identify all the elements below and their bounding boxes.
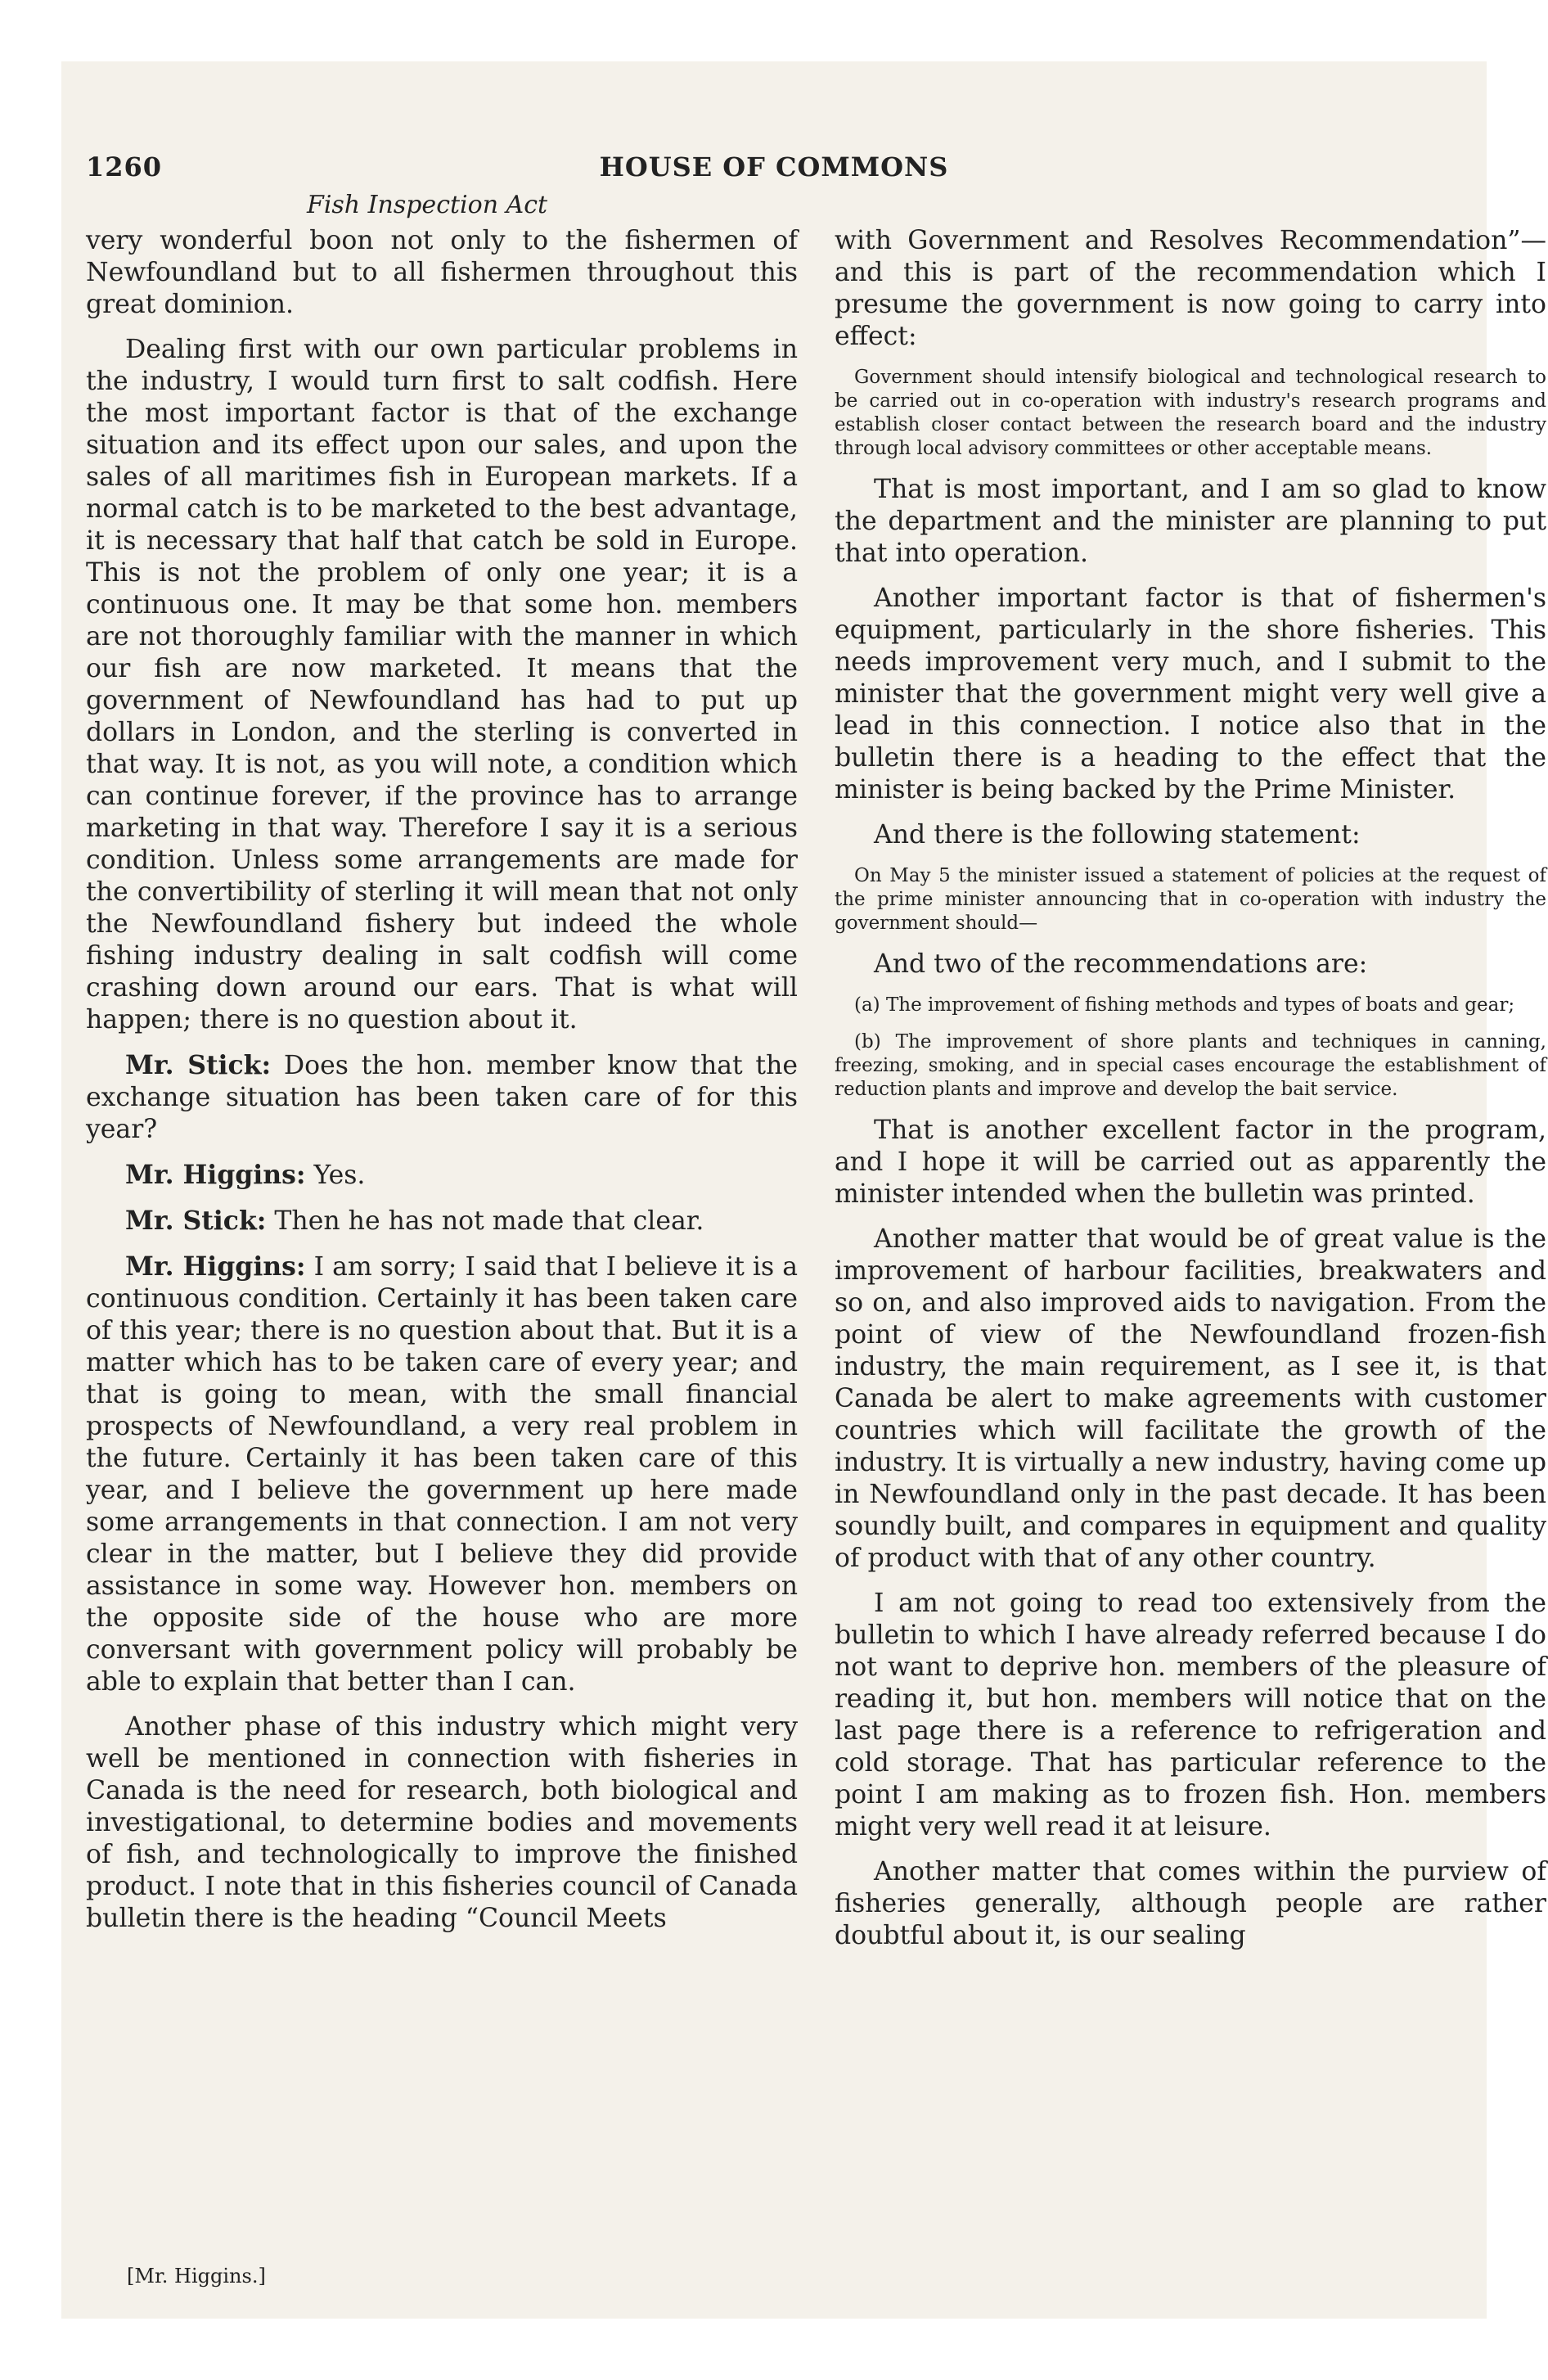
quoted-passage [835, 864, 1546, 935]
speaker-name: Mr. Stick: [125, 1206, 267, 1236]
left-column [86, 225, 798, 1948]
speech-text: Does the hon. member know that the exchange situation has been taken care of for this year? [86, 1051, 799, 1144]
quote-text: (a) The improvement of fishing methods and types of boats and gear; [854, 994, 1515, 1016]
body-paragraph: That is most important, and I am so glad to know the department and the minister are planning to put that into operation. [835, 475, 1546, 568]
speaker-name: Mr. Stick: [125, 1050, 272, 1080]
body-paragraph: Another matter that would be of great value is the improvement of harbour facilities, breakwaters and so on, and also improved aids to navigation. From the point of view of the Newfoundland frozen-fish industry, the main requirement, as I see it, is that Canada be alert to make agreements with customer countries which will facilitate the growth of the industry. It is virtually a new industry, having come up in Newfoundland only in the past decade. It has been soundly built, and compares in equipment and quality of product with that of any other country. [835, 1224, 1546, 1573]
speech-paragraph [86, 1049, 798, 1146]
speech-text: Then he has not made that clear. [274, 1206, 704, 1236]
body-paragraph: Another important factor is that of fishermen's equipment, particularly in the shore fisheries. This needs improvement very much, and I submit to the minister that the government might very well give a lead in this connection. I notice also that in the bulletin there is a heading to the effect that the minister is being backed by the Prime Minister. [835, 584, 1546, 805]
speech-text: I am sorry; I said that I believe it is a continuous condition. Certainly it has been taken care of this year; there is no question about that. But it is a matter which has to be taken care of every year; and that is going to mean, with the small financial prospects of Newfoundland, a very real problem in the future. Certainly it has been taken care of this year, and I believe the government up here made some arrangements in that connection. I am not very clear in the matter, but I believe they did provide assistance in some way. However hon. members on the opposite side of the house who are more conversant with government policy will probably be able to explain that better than I can. [86, 1252, 798, 1697]
body-paragraph: Another matter that comes within the purview of fisheries generally, although people are rather doubtful about it, is our sealing [835, 1857, 1546, 1950]
footer-speaker-note: [Mr. Higgins.] [127, 2265, 266, 2288]
body-paragraph: And two of the recommendations are: [874, 949, 1368, 979]
page [61, 61, 1546, 2319]
body-paragraph: with Government and Resolves Recommendation”—and this is part of the recommendation which I presume the government is now going to carry into effect: [835, 226, 1546, 351]
section-title: Fish Inspection Act [307, 191, 548, 219]
speaker-name: Mr. Higgins: [125, 1251, 306, 1282]
quoted-passage [835, 1030, 1546, 1102]
body-paragraph: I am not going to read too extensively from the bulletin to which I have already referred because I do not want to deprive hon. members of the pleasure of reading it, but hon. members will notice that on the last page there is a reference to refrigeration and cold storage. That has particular reference to the point I am making as to frozen fish. Hon. members might very well read it at leisure. [835, 1589, 1546, 1841]
body-paragraph: That is another excellent factor in the program, and I hope it will be carried out as apparently the minister intended when the bulletin was printed. [835, 1116, 1546, 1209]
quoted-passage [835, 994, 1546, 1017]
running-head: HOUSE OF COMMONS [599, 151, 949, 183]
page-number: 1260 [86, 151, 163, 183]
speech-text: Yes. [313, 1161, 366, 1190]
body-paragraph: very wonderful boon not only to the fishermen of Newfoundland but to all fishermen throughout this great dominion. [86, 226, 798, 319]
speech-paragraph [86, 1251, 798, 1698]
speech-paragraph [86, 1159, 798, 1192]
quote-text: (b) The improvement of shore plants and techniques in canning, freezing, smoking, and in special cases encourage the establishment of reduction plants and improve and develop the bait service. [835, 1031, 1546, 1100]
quoted-passage [835, 366, 1546, 461]
quote-text: Government should intensify biological and technological research to be carried out in co-operation with industry's research programs and establish closer contact between the research board and the industry through local advisory committees or other acceptable means. [835, 367, 1546, 459]
right-column [835, 225, 1546, 1965]
body-paragraph: Another phase of this industry which might very well be mentioned in connection with fisheries in Canada is the need for research, both biological and investigational, to determine bodies and movements of fish, and technologically to improve the finished product. I note that in this fisheries council of Canada bulletin there is the heading “Council Meets [86, 1712, 798, 1933]
page-header [61, 151, 1487, 184]
speaker-name: Mr. Higgins: [125, 1160, 306, 1190]
speech-paragraph [86, 1205, 798, 1237]
body-paragraph: And there is the following statement: [874, 820, 1361, 850]
body-paragraph: Dealing first with our own particular problems in the industry, I would turn first to salt codfish. Here the most important factor is that of the exchange situation and its effect upon our sales, and upon the sales of all maritimes fish in European markets. If a normal catch is to be marketed to the best advantage, it is necessary that half that catch be sold in Europe. This is not the problem of only one year; it is a continuous one. It may be that some hon. members are not thoroughly familiar with the manner in which our fish are now marketed. It means that the government of Newfoundland has had to put up dollars in London, and the sterling is converted in that way. It is not, as you will note, a condition which can continue forever, if the province has to arrange marketing in that way. Therefore I say it is a serious condition. Unless some arrangements are made for the convertibility of sterling it will mean that not only the Newfoundland fishery but indeed the whole fishing industry dealing in salt codfish will come crashing down around our ears. That is what will happen; there is no question about it. [86, 335, 798, 1034]
quote-text: On May 5 the minister issued a statement of policies at the request of the prime minister announcing that in co-operation with industry the government should— [835, 865, 1546, 934]
